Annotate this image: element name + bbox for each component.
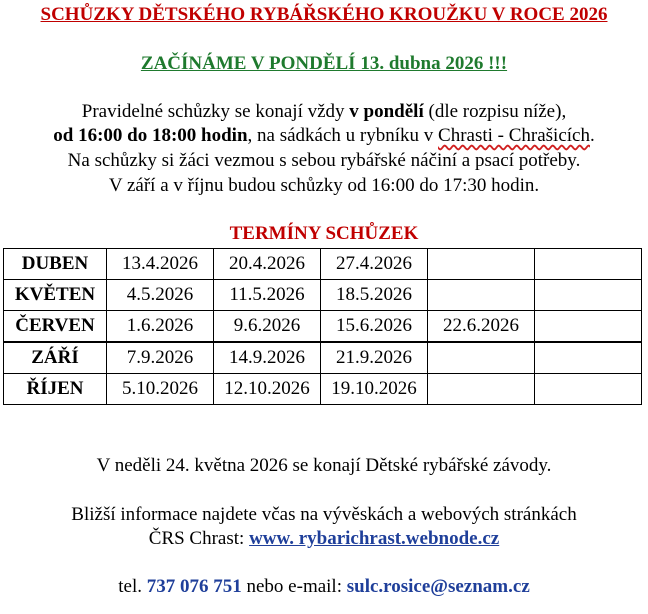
intro-text: Pravidelné schůzky se konají vždy — [81, 101, 350, 122]
date-cell: 13.4.2026 — [107, 249, 214, 280]
table-row — [4, 249, 642, 280]
date-cell: 19.10.2026 — [321, 374, 428, 405]
intro-text: (dle rozpisu níže), — [423, 101, 567, 122]
intro-line-1 — [0, 100, 648, 124]
date-cell — [428, 249, 535, 280]
date-cell — [535, 342, 642, 374]
date-cell — [535, 249, 642, 280]
intro-day: v pondělí — [349, 101, 424, 122]
date-cell: 11.5.2026 — [214, 280, 321, 311]
date-cell — [535, 280, 642, 311]
website-link[interactable]: www. rybarichrast.webnode.cz — [249, 528, 500, 549]
date-cell: 20.4.2026 — [214, 249, 321, 280]
date-cell: 9.6.2026 — [214, 311, 321, 343]
month-cell: ZÁŘÍ — [4, 342, 107, 374]
date-cell: 4.5.2026 — [107, 280, 214, 311]
table-row — [4, 374, 642, 405]
date-cell: 7.9.2026 — [107, 342, 214, 374]
info-line-1: Bližší informace najdete včas na vývěskách a webových stránkách — [71, 504, 577, 525]
phone-number[interactable]: 737 076 751 — [146, 576, 242, 597]
intro-text: , na sádkách u rybníku v — [247, 125, 439, 146]
date-cell: 21.9.2026 — [321, 342, 428, 374]
date-cell — [428, 280, 535, 311]
intro-line-3: Na schůzky si žáci vezmou s sebou rybářské náčiní a psací potřeby. — [67, 150, 581, 171]
table-row — [4, 311, 642, 343]
date-cell — [428, 342, 535, 374]
table-row — [4, 280, 642, 311]
month-cell: ČERVEN — [4, 311, 107, 343]
date-cell: 14.9.2026 — [214, 342, 321, 374]
page-title: SCHŮZKY DĚTSKÉHO RYBÁŘSKÉHO KROUŽKU V ROCE 2026 — [40, 4, 608, 25]
start-notice: ZAČÍNÁME V PONDĚLÍ 13. dubna 2026 !!! — [140, 53, 508, 74]
date-cell: 15.6.2026 — [321, 311, 428, 343]
date-cell — [535, 374, 642, 405]
email-link[interactable]: sulc.rosice@seznam.cz — [346, 576, 530, 597]
date-cell: 5.10.2026 — [107, 374, 214, 405]
date-cell — [535, 311, 642, 343]
month-cell: ŘÍJEN — [4, 374, 107, 405]
date-cell: 1.6.2026 — [107, 311, 214, 343]
schedule-heading: TERMÍNY SCHŮZEK — [229, 223, 419, 244]
date-cell — [428, 374, 535, 405]
month-cell: DUBEN — [4, 249, 107, 280]
date-cell: 27.4.2026 — [321, 249, 428, 280]
intro-time: od 16:00 do 18:00 hodin — [53, 125, 248, 146]
table-row — [4, 342, 642, 374]
date-cell: 18.5.2026 — [321, 280, 428, 311]
month-cell: KVĚTEN — [4, 280, 107, 311]
tel-label: tel. — [118, 576, 147, 597]
date-cell: 12.10.2026 — [214, 374, 321, 405]
date-cell: 22.6.2026 — [428, 311, 535, 343]
contact-line — [0, 575, 648, 599]
intro-place: Chrasti - Chrašicích — [438, 125, 590, 146]
race-notice: V neděli 24. května 2026 se konají Dětské rybářské závody. — [96, 455, 552, 476]
info-prefix: ČRS Chrast: — [148, 528, 250, 549]
intro-line-4: V září a v říjnu budou schůzky od 16:00 do 17:30 hodin. — [108, 175, 540, 196]
info-line-2 — [0, 527, 648, 551]
intro-line-2 — [0, 124, 648, 148]
email-label: nebo e-mail: — [241, 576, 347, 597]
intro-text: . — [589, 125, 595, 146]
schedule-table — [3, 248, 642, 405]
